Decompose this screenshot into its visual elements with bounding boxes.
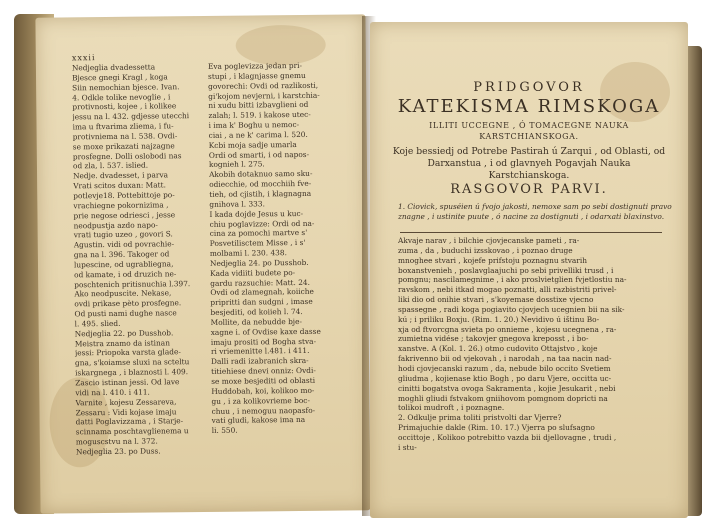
- text-line: moghli gliudi fstvakom gniihovom pomgnom dopricti na: [398, 393, 608, 403]
- text-line: gnihova l. 333.: [209, 199, 265, 209]
- section-heading: RASGOVOR PARVI.: [450, 182, 608, 197]
- page-number: xxxii: [71, 53, 96, 63]
- text-line: Ordi od smarti, i od napos-: [208, 149, 310, 160]
- text-line: pomgnu; nascilamegnime , i ako proslvietglien fvjetlostiu na-: [398, 275, 627, 285]
- text-line: Nedje. dvadesset, i parva: [73, 170, 169, 181]
- text-line: ni xudu bitti izbavglieni od: [208, 100, 309, 111]
- text-line: chuu , i nemoguu naopasfo-: [211, 405, 316, 416]
- text-line: xanstve. A (Kol. 1. 26.) otmo cudovito Ottajstvo , koje: [398, 344, 598, 354]
- text-line: gna, s'koiamse sluxi na scteltu: [74, 357, 190, 368]
- text-line: xja od ftvorcgna svieta po onnieme , kojesu ucegnena , ra-: [398, 324, 617, 334]
- text-line: Nedjeglia 23. po Duss.: [75, 446, 161, 457]
- text-line: tieh, od cjistih, i klagnagna: [209, 188, 312, 199]
- text-line: 2. Odkulje prima toliti pristvolti dar Vjerre?: [398, 413, 562, 423]
- text-line: Akvaje narav , i bilchie cjovjecanske pameti , ra-: [398, 236, 580, 245]
- text-line: fakrivenno bii od vjekovah , i narodah , na taa nacin nad-: [398, 354, 612, 364]
- text-line: Eva poglevizza jedan pri-: [207, 60, 303, 71]
- text-line: Kada vidiiti budete po-: [210, 267, 296, 278]
- text-line: ciai , a ne k' carima l. 520.: [208, 129, 308, 140]
- text-line: Zascio istinan jessi. Od lave: [75, 377, 180, 388]
- text-line: poschtenich pritisnuchia l.397.: [74, 278, 191, 289]
- text-line: ovdi prikase pèto prosfegne.: [74, 298, 182, 309]
- text-line: gardu razsuchie: Matt. 24.: [210, 277, 310, 288]
- text-line: gna na l. 396. Takoger od: [73, 249, 170, 260]
- left-page-column-1: [72, 62, 200, 457]
- text-line: Vrati scitos duxan: Matt.: [73, 180, 166, 191]
- text-line: lupescine, od ugrabliegna,: [73, 259, 174, 270]
- text-line: ravskom , nebi itkad mogao poznatti, alli razbistriti privel-: [398, 285, 617, 295]
- text-line: protivnosti, kojee , i kolikee: [72, 101, 177, 112]
- text-line: Meistra znamo da istinan: [74, 337, 171, 348]
- stain: [236, 25, 326, 66]
- section-intro: 1. Ciovick, spuséien ú fvojo jakosti, nemoxe sam po sebi dostignuti pravo znagne , i ustinite puute , ó nacine za dostignuti , i odarxati blaxinstvo.: [398, 202, 672, 221]
- text-line: datti Poglavizzama , i Starje-: [75, 416, 184, 427]
- text-line: cinitti bogatstva ovoga Sakramenta , kojie Jesukarit , nebi: [398, 383, 616, 393]
- text-line: Nedjeglia 24. po Dusshob.: [209, 257, 309, 268]
- text-line: Ako neodpuscite. Nekase,: [74, 288, 172, 299]
- text-line: Nedjeglia 22. po Dusshob.: [74, 328, 174, 339]
- text-line: Zessaru : Vidi kojase imaju: [75, 406, 177, 417]
- text-line: od zla, l. 537. islied.: [72, 161, 149, 171]
- text-line: chiu poglavizze: Ordi od na-: [209, 218, 315, 229]
- text-line: Posvetilisctem Misse , i s': [209, 238, 306, 249]
- right-page: [370, 22, 688, 518]
- text-line: tolikoi mudroft , i poznagne.: [398, 403, 505, 413]
- text-line: titiehiese dnevi onniz: Ovdi-: [211, 365, 316, 377]
- text-line: Mollite, da nebudde bje-: [210, 316, 302, 327]
- text-line: kú ; i priliku Boxju. (Rim. 1. 20.) Nevidivo ú ištinu Bo-: [398, 314, 600, 324]
- text-line: stupi , i klagnjasse gnemu: [207, 70, 306, 81]
- text-line: Akobih dotaknuo samo sku-: [209, 169, 313, 180]
- open-book: [8, 6, 702, 524]
- text-line: molbami l. 230. 438.: [209, 248, 287, 258]
- text-line: scinnama poschtavglienema u: [75, 426, 189, 437]
- text-line: jessi: Priopoka varsta glade-: [74, 347, 181, 358]
- text-line: gi'kojom nevjerni, i karstchia-: [208, 90, 320, 101]
- text-line: se moxe besjediti od oblasti: [211, 375, 316, 386]
- text-line: hodi cjovjecanski razum , da, nebude bilo occito Svetiem: [398, 363, 611, 373]
- text-line: zuma , da , buduchi izsskovao , i poznao druge: [398, 245, 573, 255]
- text-line: prosfegne. Dolli oslobodi nas: [72, 150, 182, 161]
- body-text: [398, 236, 678, 453]
- left-page: [35, 14, 370, 513]
- title-line-1: PRIDGOVOR: [473, 80, 585, 95]
- text-line: Agustin. vidi od povrachie-: [73, 239, 175, 250]
- text-line: neodpustja azdo napo-: [73, 219, 158, 230]
- text-line: Od pusti nami dughe nasce: [74, 308, 177, 319]
- text-line: jessu na l. 432. gdjesse utecchi: [72, 111, 190, 122]
- text-line: Kcbi moja sadje umarla: [208, 139, 297, 150]
- text-line: l. 495. slied.: [74, 318, 121, 329]
- text-line: ima u ftvarima zliema, i fu-: [72, 121, 174, 132]
- text-line: vidi na l. 410. i 411.: [75, 387, 150, 398]
- text-line: xagne i. of Ovdise kaxe dasse: [210, 326, 321, 337]
- text-line: imaju prositi od Bogha stva-: [210, 336, 317, 347]
- text-line: spassegne , radi koga pogiavito cjovjech ucegnien bii na sik-: [398, 304, 625, 314]
- text-line: liki dio od onihie stvari , s'koyemase dosstixe vjecno: [398, 295, 594, 305]
- text-line: vrati tugio uzeo , govori S.: [73, 229, 173, 240]
- text-line: 4. Odkle tolike nevoglie , i: [72, 91, 171, 102]
- text-line: zalah; l. 519. i kakose utec-: [208, 110, 311, 121]
- text-line: se moxe prikazati najzagne: [72, 141, 175, 152]
- text-line: Bjesce gnegi Kragl , koga: [71, 72, 168, 83]
- text-line: gu , i za kolikovrieme boc-: [211, 395, 310, 406]
- text-line: Dalli radi izabranich skra-: [210, 356, 309, 367]
- text-line: Nedjeglia dvadessetta: [71, 62, 156, 73]
- text-line: pripritti dan sudgni , imase: [210, 297, 313, 308]
- divider: [400, 232, 662, 233]
- text-line: cina za pomochi martve s': [209, 228, 308, 239]
- text-line: potlevje18. Pottebittoje po-: [73, 190, 175, 201]
- text-line: iskargnega , i blaznosti l. 409.: [75, 367, 189, 378]
- text-line: vati gludi, kakose ima na: [211, 415, 306, 426]
- text-line: protivniema na l. 538. Ovdi-: [72, 131, 178, 142]
- subtitle-description: Koje bessiedj od Potrebe Pastirah ú Zarqui , od Oblasti, od Darxanstua , i od glavnyeh Pogavjah Nauka Karstchianskoga.: [392, 146, 666, 181]
- text-line: ri vriemenitte l.481. i 411.: [210, 346, 310, 357]
- text-line: vrachiegne pokornizima ,: [73, 200, 169, 211]
- text-line: kognieh l. 275.: [208, 159, 265, 170]
- text-line: occittoje , Kolikoo potrebitto vazda bii djellovagne , trudi ,: [398, 432, 617, 442]
- title-line-2: KATEKISMA RIMSKOGA: [397, 96, 661, 117]
- text-line: prie negose odriesci , jesse: [73, 209, 176, 221]
- text-line: zumietna vidése ; takovjer gnegova kreposst , i bo-: [398, 334, 589, 344]
- text-line: I kada dojde Jesus u kuc-: [209, 208, 304, 219]
- text-line: li. 550.: [211, 425, 238, 436]
- text-line: i stu-: [398, 442, 417, 452]
- text-line: Ovdi od zlamegnah, koiiche: [210, 287, 314, 298]
- left-page-column-2: [208, 61, 338, 436]
- text-line: i ima k' Boghu u nemoc-: [208, 120, 300, 130]
- text-line: Varnite , kojesu Zessareva,: [75, 396, 177, 408]
- text-line: od kamate, i od druzich ne-: [74, 268, 177, 280]
- subtitle: ILLITI UCCEGNE , Ó TOMACEGNE NAUKA KARSTCHIANSKOGA.: [429, 121, 629, 141]
- text-line: gliudma , kojienase ktio Bogh , po daru Vjere, occitta uc-: [398, 373, 612, 383]
- text-line: Huddobah, koi, kolikoo mo-: [211, 385, 315, 396]
- text-line: Primajuchie dakle (Rim. 10. 17.) Vjerra po slufsagno: [398, 423, 595, 433]
- text-line: govorechi: Ovdi od razlikosti,: [208, 80, 319, 91]
- text-line: moguscstvu na l. 372.: [75, 436, 158, 447]
- text-line: Siin nemochian bjesce. Ivan.: [72, 81, 180, 93]
- text-line: odiecchie, od mocchiih fve-: [209, 178, 312, 190]
- text-line: mnoghee stvari , kojefe prifstoju poznagnu stvarih: [398, 255, 587, 265]
- text-line: besjediti, od koiieh l. 74.: [210, 307, 303, 318]
- text-line: boxanstvenieh , poslavglaajuchi po sebi privelliki trusd , i: [398, 265, 614, 275]
